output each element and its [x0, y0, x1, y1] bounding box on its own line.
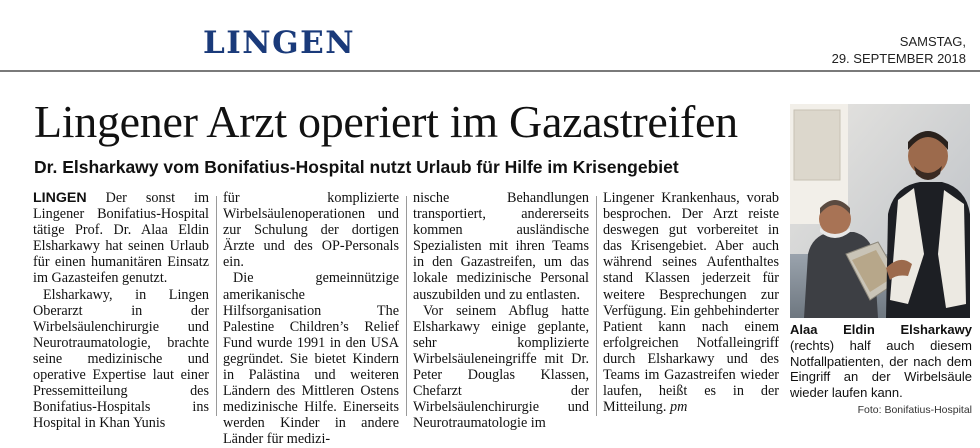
column-3-paragraph-1: nische Behandlungen transportiert, andererseits kommen ausländische Spezialisten mit ihren Teams in den Gazastreifen, um das lokale medizinische Personal auszubilden und zu entlasten. [413, 190, 589, 303]
column-1-paragraph-1: Der sonst im Lingener Bonifatius-Hospital tätige Prof. Dr. Alaa Eldin Elsharkawy hat seinen Urlaub für einen humanitären Einsatz im Gazasteifen genutzt. [33, 190, 210, 287]
article-photo [790, 104, 970, 318]
column-divider [596, 196, 597, 416]
header-rule [0, 70, 980, 72]
author-signature: pm [670, 399, 688, 416]
column-4-paragraph-1: Lingener Krankenhaus, vorab besprochen. Der Arzt reiste deswegen gut vorbereitet in das Krisengebiet. Aber auch während seines Aufenthaltes stand Klassen jederzeit für weitere Besprechungen zur Verfügung. Ein gehbehinderter Patient kann nach einem erfolgreichen Notfalleingriff durch Elsharkawy und des Teams im Gazastreifen wieder laufen, heißt es in der Mitteilung. [603, 190, 779, 416]
photo-credit: Foto: Bonifatius-Hospital [857, 404, 972, 416]
issue-date [832, 33, 966, 67]
photo-caption [790, 322, 972, 401]
column-2-paragraph-1: für komplizierte Wirbelsäulenoperationen und zur Schulung der dortigen Ärzte und des OP-Personals ein. [223, 190, 399, 271]
column-2-paragraph-2: Die gemeinnützige amerikanische Hilfsorganisation The Palestine Children’s Relief Fund wurde 1991 in den USA gegründet. Sie bietet Kindern in Palästina und weiteren Ländern des Mittleren Ostens medizinische Hilfe. Einerseits werden Kinder in andere Länder für medizi- [223, 270, 399, 448]
article-column-1 [33, 190, 209, 431]
article-body [33, 190, 785, 448]
dateline: LINGEN [33, 190, 87, 206]
column-divider [406, 196, 407, 416]
section-title: LINGEN [203, 25, 356, 61]
column-1-paragraph-2: Elsharkawy, in Lingen Oberarzt in der Wirbelsäulenchirurgie und Neurotraumatologie, brachte seine medizinische und operative Expertise laut einer Pressemitteilung des Bonifatius-Hospitals ins Hospital in Khan Yunis [33, 286, 209, 432]
article-column-4 [603, 190, 779, 415]
caption-text: (rechts) half auch diesem Notfallpatienten, der nach dem Eingriff an der Wirbelsäule wieder laufen kann. [790, 337, 972, 401]
column-3-paragraph-2: Vor seinem Abflug hatte Elsharkawy einige geplante, sehr komplizierte Wirbelsäuleneingriffe mit Dr. Peter Douglas Klassen, Chefarzt der Wirbelsäulenchirurgie und Neurotraumatologie im [413, 302, 589, 432]
article-subheadline: Dr. Elsharkawy vom Bonifatius-Hospital nutzt Urlaub für Hilfe im Krisengebiet [34, 157, 679, 177]
caption-name: Alaa Eldin Elsharkawy [790, 322, 972, 337]
page-header [0, 0, 980, 74]
article-column-3 [413, 190, 589, 431]
issue-weekday: SAMSTAG, [899, 34, 966, 49]
article-column-2 [223, 190, 399, 448]
issue-date-text: 29. SEPTEMBER 2018 [831, 51, 966, 66]
column-divider [216, 196, 217, 416]
article-headline: Lingener Arzt operiert im Gazastreifen [34, 96, 738, 147]
photo-illustration [790, 104, 970, 318]
